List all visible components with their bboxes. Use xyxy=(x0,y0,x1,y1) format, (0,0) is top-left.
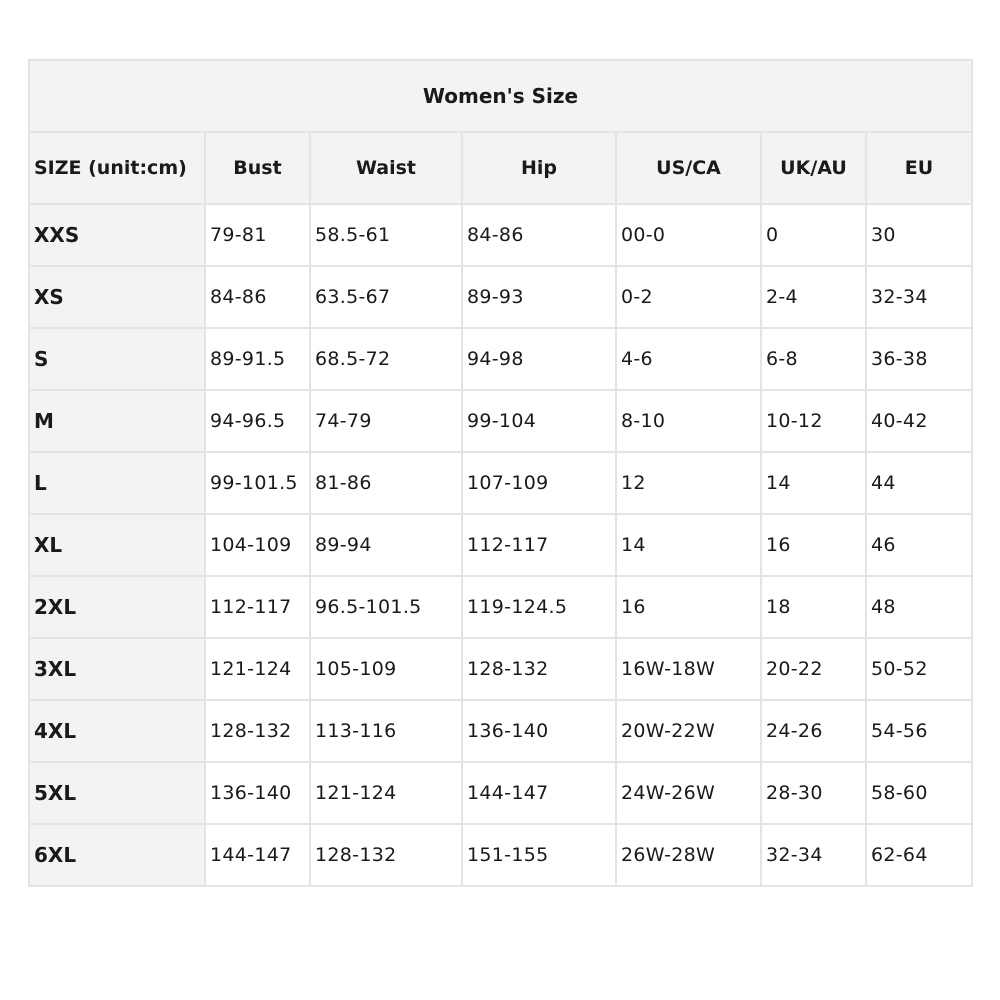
cell-hip: 136-140 xyxy=(462,700,616,762)
cell-us-ca: 0-2 xyxy=(616,266,761,328)
table-row xyxy=(29,824,972,886)
cell-eu: 58-60 xyxy=(866,762,972,824)
cell-uk-au: 32-34 xyxy=(761,824,866,886)
cell-bust: 112-117 xyxy=(205,576,310,638)
cell-uk-au: 14 xyxy=(761,452,866,514)
cell-waist: 89-94 xyxy=(310,514,462,576)
cell-uk-au: 18 xyxy=(761,576,866,638)
cell-hip: 94-98 xyxy=(462,328,616,390)
size-chart-table xyxy=(28,59,973,887)
table-row xyxy=(29,514,972,576)
cell-us-ca: 00-0 xyxy=(616,204,761,266)
cell-eu: 50-52 xyxy=(866,638,972,700)
cell-us-ca: 26W-28W xyxy=(616,824,761,886)
cell-uk-au: 2-4 xyxy=(761,266,866,328)
cell-bust: 128-132 xyxy=(205,700,310,762)
table-row xyxy=(29,390,972,452)
cell-bust: 136-140 xyxy=(205,762,310,824)
table-row xyxy=(29,762,972,824)
cell-size: 5XL xyxy=(29,762,205,824)
cell-hip: 128-132 xyxy=(462,638,616,700)
cell-hip: 99-104 xyxy=(462,390,616,452)
header-eu: EU xyxy=(866,132,972,204)
cell-us-ca: 16W-18W xyxy=(616,638,761,700)
table-row xyxy=(29,576,972,638)
cell-waist: 74-79 xyxy=(310,390,462,452)
cell-waist: 81-86 xyxy=(310,452,462,514)
cell-size: 6XL xyxy=(29,824,205,886)
cell-uk-au: 20-22 xyxy=(761,638,866,700)
cell-size: M xyxy=(29,390,205,452)
table-row xyxy=(29,328,972,390)
cell-hip: 119-124.5 xyxy=(462,576,616,638)
cell-bust: 79-81 xyxy=(205,204,310,266)
cell-uk-au: 10-12 xyxy=(761,390,866,452)
cell-eu: 36-38 xyxy=(866,328,972,390)
cell-size: XL xyxy=(29,514,205,576)
cell-waist: 68.5-72 xyxy=(310,328,462,390)
table-row xyxy=(29,452,972,514)
cell-eu: 30 xyxy=(866,204,972,266)
cell-hip: 151-155 xyxy=(462,824,616,886)
cell-waist: 113-116 xyxy=(310,700,462,762)
header-us-ca: US/CA xyxy=(616,132,761,204)
cell-hip: 84-86 xyxy=(462,204,616,266)
cell-bust: 104-109 xyxy=(205,514,310,576)
cell-waist: 128-132 xyxy=(310,824,462,886)
cell-bust: 94-96.5 xyxy=(205,390,310,452)
cell-uk-au: 0 xyxy=(761,204,866,266)
cell-uk-au: 24-26 xyxy=(761,700,866,762)
cell-hip: 144-147 xyxy=(462,762,616,824)
cell-us-ca: 14 xyxy=(616,514,761,576)
cell-waist: 63.5-67 xyxy=(310,266,462,328)
cell-eu: 54-56 xyxy=(866,700,972,762)
cell-size: L xyxy=(29,452,205,514)
cell-hip: 112-117 xyxy=(462,514,616,576)
table-title: Women's Size xyxy=(29,60,972,132)
cell-us-ca: 4-6 xyxy=(616,328,761,390)
cell-uk-au: 28-30 xyxy=(761,762,866,824)
cell-us-ca: 20W-22W xyxy=(616,700,761,762)
table-header-row xyxy=(29,132,972,204)
header-size: SIZE (unit:cm) xyxy=(29,132,205,204)
table-body xyxy=(29,204,972,886)
header-bust: Bust xyxy=(205,132,310,204)
cell-bust: 99-101.5 xyxy=(205,452,310,514)
cell-eu: 48 xyxy=(866,576,972,638)
cell-waist: 121-124 xyxy=(310,762,462,824)
table-row xyxy=(29,700,972,762)
cell-eu: 32-34 xyxy=(866,266,972,328)
cell-us-ca: 12 xyxy=(616,452,761,514)
cell-size: 3XL xyxy=(29,638,205,700)
cell-hip: 89-93 xyxy=(462,266,616,328)
cell-eu: 62-64 xyxy=(866,824,972,886)
cell-eu: 40-42 xyxy=(866,390,972,452)
table-title-row xyxy=(29,60,972,132)
cell-eu: 46 xyxy=(866,514,972,576)
header-uk-au: UK/AU xyxy=(761,132,866,204)
cell-uk-au: 16 xyxy=(761,514,866,576)
cell-us-ca: 16 xyxy=(616,576,761,638)
cell-eu: 44 xyxy=(866,452,972,514)
table-row xyxy=(29,204,972,266)
cell-hip: 107-109 xyxy=(462,452,616,514)
cell-us-ca: 8-10 xyxy=(616,390,761,452)
cell-waist: 105-109 xyxy=(310,638,462,700)
cell-waist: 58.5-61 xyxy=(310,204,462,266)
cell-size: 4XL xyxy=(29,700,205,762)
cell-bust: 144-147 xyxy=(205,824,310,886)
header-hip: Hip xyxy=(462,132,616,204)
cell-uk-au: 6-8 xyxy=(761,328,866,390)
cell-size: XXS xyxy=(29,204,205,266)
cell-us-ca: 24W-26W xyxy=(616,762,761,824)
cell-size: S xyxy=(29,328,205,390)
table-row xyxy=(29,266,972,328)
cell-size: 2XL xyxy=(29,576,205,638)
cell-bust: 89-91.5 xyxy=(205,328,310,390)
cell-size: XS xyxy=(29,266,205,328)
table-row xyxy=(29,638,972,700)
cell-bust: 121-124 xyxy=(205,638,310,700)
header-waist: Waist xyxy=(310,132,462,204)
cell-waist: 96.5-101.5 xyxy=(310,576,462,638)
cell-bust: 84-86 xyxy=(205,266,310,328)
